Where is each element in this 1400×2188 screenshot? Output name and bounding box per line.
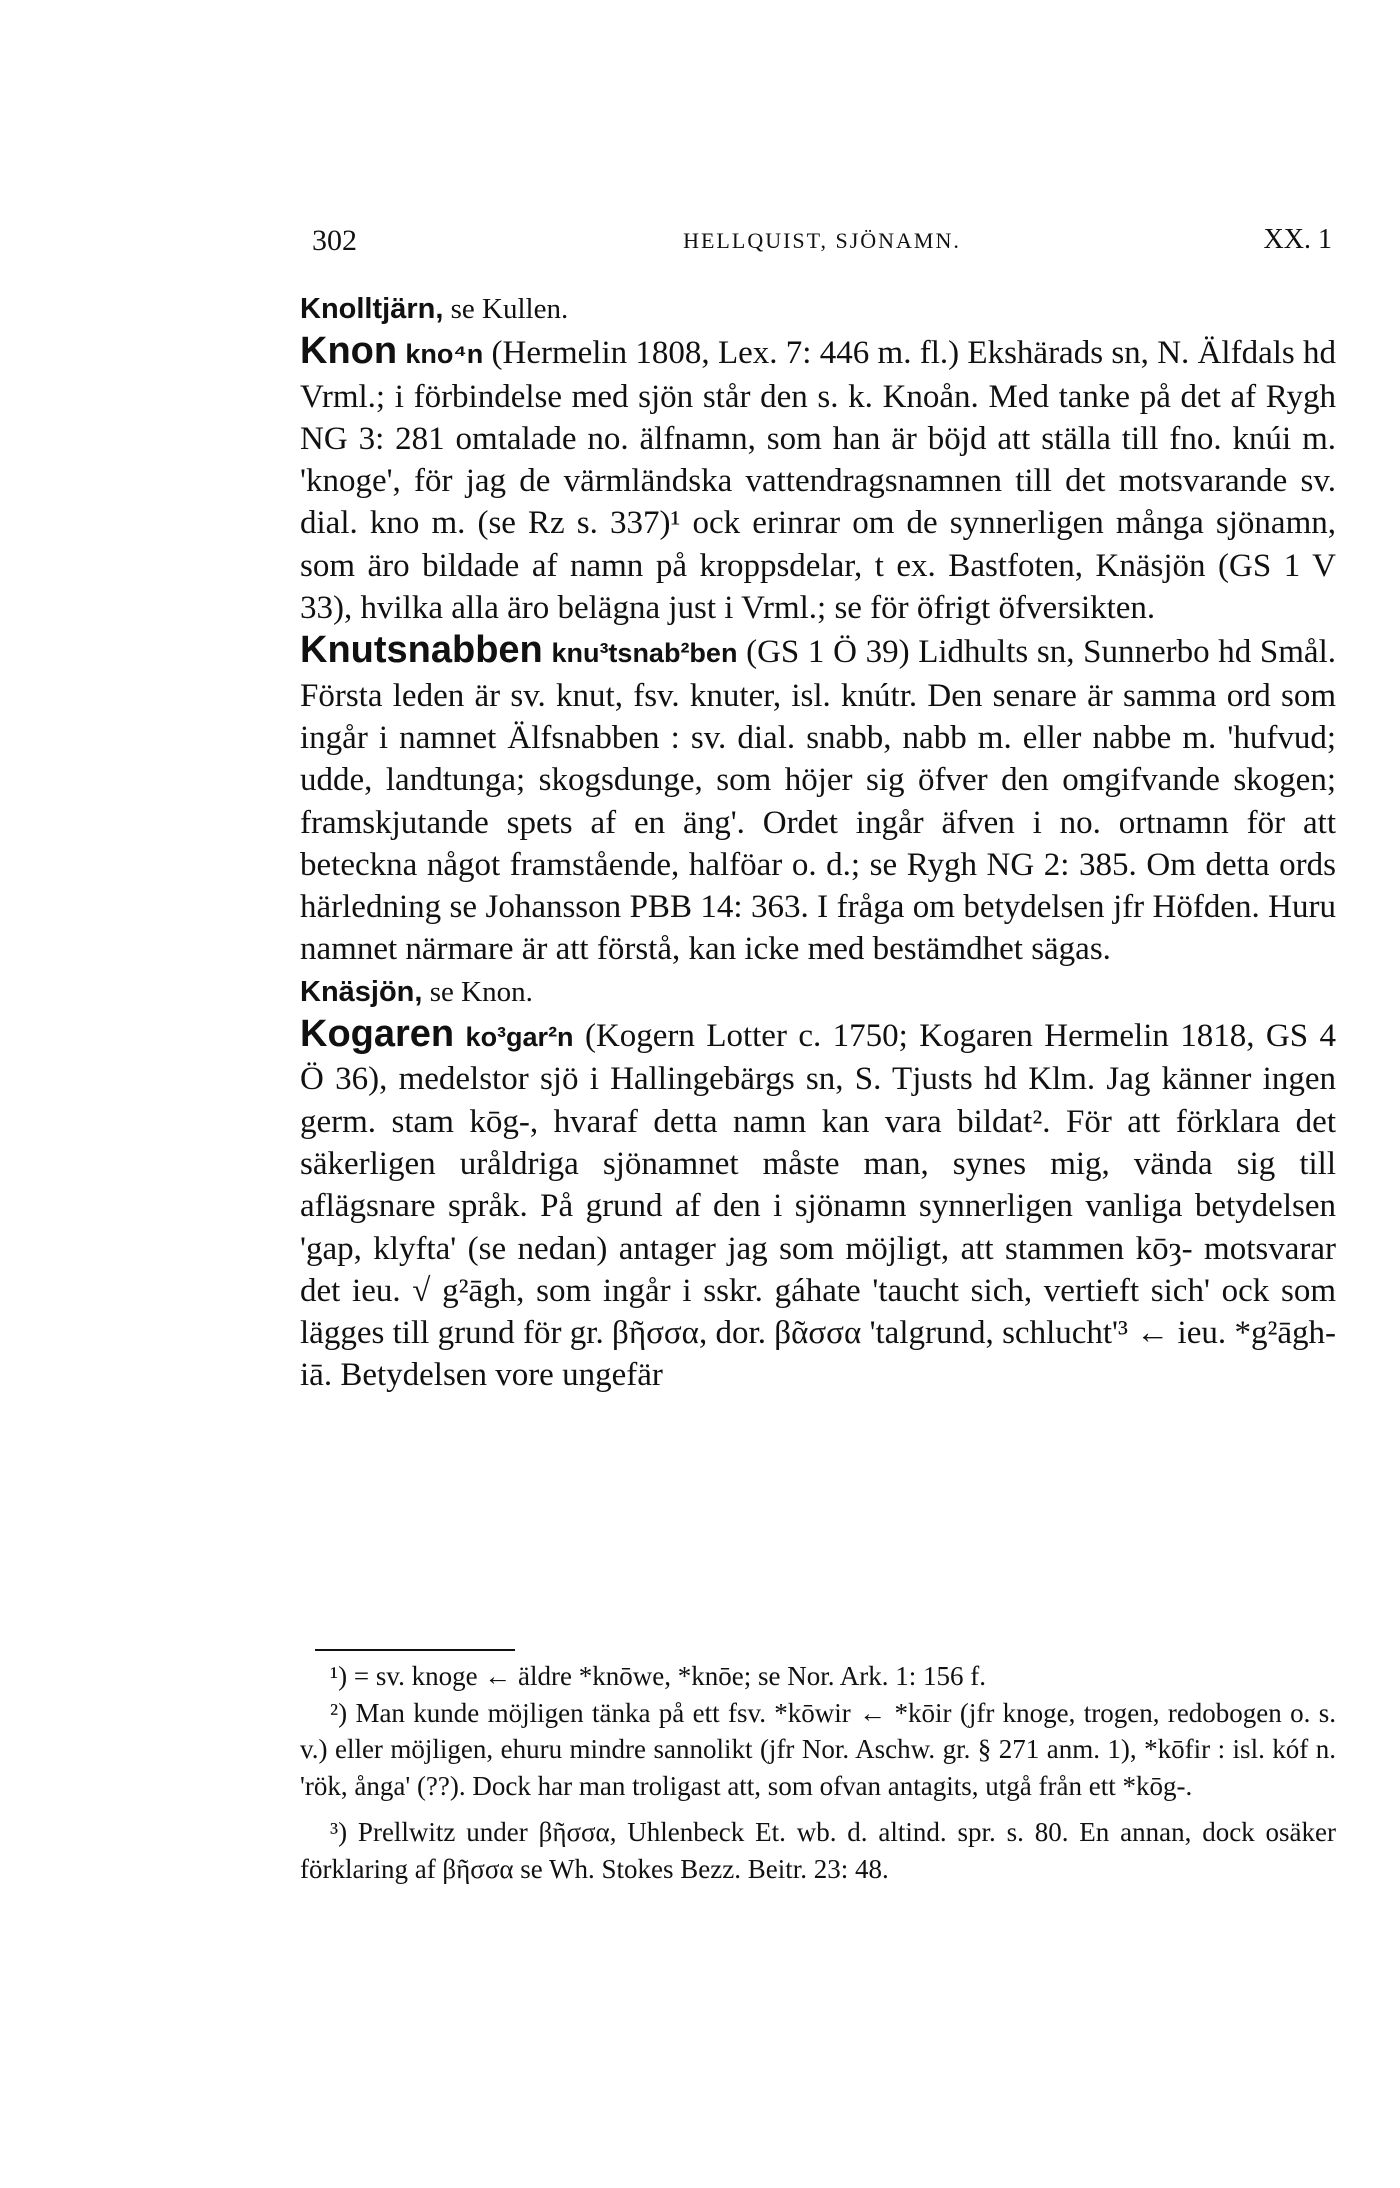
page-number: 302 (312, 224, 357, 257)
footnote-2: ²) Man kunde möjligen tänka på ett fsv. *kōwir ← *kōir (jfr knoge, trogen, redobogen o. s. v.) eller möjligen, ehuru mindre sannolikt (jfr Nor. Aschw. gr. § 271 anm. 1), *kōfir : isl. kóf n. 'rök, ånga' (??). Dock har man troligast att, som ofvan antagits, utgå från ett *kōg-. (300, 1697, 1336, 1801)
entry-term: Knon (300, 330, 398, 373)
entry-term: Knolltjärn, (300, 293, 444, 325)
entry-pronunciation: kno⁴n (405, 339, 484, 370)
dictionary-body (300, 288, 1336, 1397)
running-header (312, 224, 1332, 264)
entry-text: se Kullen. (450, 293, 569, 325)
section-number: XX. 1 (1263, 224, 1332, 255)
entry-term: Knutsnabben (300, 629, 543, 672)
entry-text: (GS 1 Ö 39) Lidhults sn, Sunnerbo hd Smål. Första leden är sv. knut, fsv. knuter, isl. knútr. Den senare är samma ord som ingår i namnet Älfsnabben : sv. dial. snabb, nabb m. eller nabbe m. 'hufvud; udde, landtunga; skogsdunge, som höjer sig öfver den omgifvande skogen; framskjutande spets af en äng'. Ordet ingår äfven i no. ortnamn för att beteckna något framstående, halföar o. d.; se Rygh NG 2: 385. Om detta ords härledning se Johansson PBB 14: 363. I fråga om betydelsen jfr Höfden. Huru namnet närmare är att förstå, kan icke med bestämdhet sägas. (300, 634, 1336, 968)
entry-knasjon (300, 971, 1336, 1013)
entry-text: (Hermelin 1808, Lex. 7: 446 m. fl.) Ekshärads sn, N. Älfdals hd Vrml.; i förbindelse med sjön står den s. k. Knoån. Med tanke på det af Rygh NG 3: 281 omtalade no. älfnamn, som han är böjd att ställa till fno. knúi m. 'knoge', för jag de värmländska vattendragsnamnen till det motsvarande sv. dial. kno m. (se Rz s. 337)¹ ock erinrar om de synnerligen många sjönamn, som äro bildade af namn på kroppsdelar, t ex. Bastfoten, Knäsjön (GS 1 V 33), hvilka alla äro belägna just i Vrml.; se för öfrigt öfversikten. (300, 335, 1337, 627)
entry-term: Knäsjön, (300, 975, 423, 1008)
footnote-rule (315, 1649, 515, 1651)
entry-text: (Kogern Lotter c. 1750; Kogaren Hermelin 1818, GS 4 Ö 36), medelstor sjö i Hallingebärgs sn, S. Tjusts hd Klm. Jag känner ingen germ. stam kōg-, hvaraf detta namn kan vara bildat². För att förklara det säkerligen uråldriga sjönamnet måste man, synes mig, vända sig till aflägsnare språk. På grund af den i sjönamn synnerligen vanliga betydelsen 'gap, klyfta' (se nedan) antager jag som möjligt, att stammen kōȝ- motsvarar det ieu. √ g²āgh, som ingår i sskr. gáhate 'taucht sich, vertieft sich' ock som lägges till grund för gr. βῆσσα, dor. βᾶσσα 'talgrund, schlucht'³ ← ieu. *g²āgh-iā. Betydelsen vore ungefär (300, 1018, 1337, 1394)
footnote-1: ¹) = sv. knoge ← äldre *knōwe, *knōe; se Nor. Ark. 1: 156 f. (330, 1661, 986, 1691)
footnote-3: ³) Prellwitz under βῆσσα, Uhlenbeck Et. wb. d. altind. spr. s. 80. En annan, dock osäker förklaring af βῆσσα se Wh. Stokes Bezz. Beitr. 23: 48. (300, 1817, 1336, 1884)
entry-term: Kogaren (300, 1013, 455, 1056)
entry-pronunciation: knu³tsnab²ben (551, 638, 738, 669)
entry-knon (300, 330, 1336, 629)
entry-text: se Knon. (429, 975, 533, 1008)
running-title: HELLQUIST, SJÖNAMN. (683, 228, 961, 253)
footnotes (300, 1658, 1336, 1887)
entry-kogaren (300, 1013, 1336, 1397)
entry-knutsnabben (300, 629, 1336, 970)
entry-knolltjarn (300, 288, 1336, 330)
entry-pronunciation: ko³gar²n (465, 1022, 574, 1053)
